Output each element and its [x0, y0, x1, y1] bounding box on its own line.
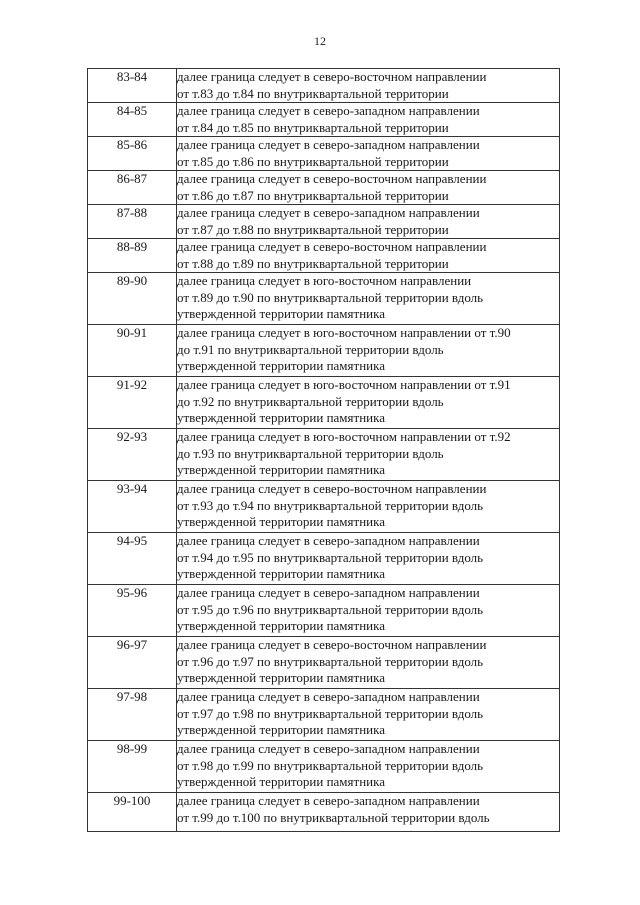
description-line: от т.94 до т.95 по внутриквартальной территории вдоль: [177, 549, 484, 565]
description-cell: [177, 793, 560, 832]
description-cell: [177, 481, 560, 533]
description-line: утвержденной территории памятника: [177, 618, 385, 633]
table-row: [88, 69, 560, 103]
description-cell: [177, 325, 560, 377]
segment-cell: 92-93: [88, 429, 177, 481]
description-cell: [177, 171, 560, 205]
description-line: от т.86 до т.87 по внутриквартальной территории: [177, 187, 449, 203]
segment-cell: 88-89: [88, 239, 177, 273]
description-cell: [177, 741, 560, 793]
description-cell: [177, 377, 560, 429]
table-row: [88, 377, 560, 429]
description-line: далее граница следует в северо-восточном направлении: [177, 481, 487, 496]
segment-cell: 96-97: [88, 637, 177, 689]
description-line: далее граница следует в северо-западном направлении: [177, 533, 480, 548]
description-cell: [177, 689, 560, 741]
description-line: от т.85 до т.86 по внутриквартальной территории: [177, 153, 449, 169]
description-line: от т.89 до т.90 по внутриквартальной территории вдоль: [177, 289, 484, 305]
segment-cell: 83-84: [88, 69, 177, 103]
table-row: [88, 585, 560, 637]
description-line: далее граница следует в северо-западном направлении: [177, 137, 480, 152]
description-cell: [177, 239, 560, 273]
segment-cell: 95-96: [88, 585, 177, 637]
description-line: от т.83 до т.84 по внутриквартальной территории: [177, 85, 449, 101]
description-line: от т.95 до т.96 по внутриквартальной территории вдоль: [177, 601, 484, 617]
description-cell: [177, 637, 560, 689]
description-line: утвержденной территории памятника: [177, 774, 385, 789]
description-line: утвержденной территории памятника: [177, 410, 385, 425]
segment-cell: 94-95: [88, 533, 177, 585]
description-line: от т.84 до т.85 по внутриквартальной территории: [177, 119, 449, 135]
description-cell: [177, 273, 560, 325]
description-line: до т.92 по внутриквартальной территории вдоль: [177, 393, 444, 409]
page-number: 12: [314, 34, 326, 48]
segment-cell: 91-92: [88, 377, 177, 429]
description-line: далее граница следует в северо-восточном направлении: [177, 171, 487, 186]
description-cell: [177, 533, 560, 585]
description-cell: [177, 205, 560, 239]
segment-cell: 93-94: [88, 481, 177, 533]
table-row: [88, 637, 560, 689]
description-line: далее граница следует в северо-восточном направлении: [177, 637, 487, 652]
description-line: до т.93 по внутриквартальной территории вдоль: [177, 445, 444, 461]
description-cell: [177, 69, 560, 103]
table-row: [88, 273, 560, 325]
description-cell: [177, 429, 560, 481]
segment-cell: 90-91: [88, 325, 177, 377]
description-line: далее граница следует в северо-западном направлении: [177, 585, 480, 600]
table-row: [88, 325, 560, 377]
description-line: утвержденной территории памятника: [177, 670, 385, 685]
table-row: [88, 481, 560, 533]
description-line: от т.96 до т.97 по внутриквартальной территории вдоль: [177, 653, 484, 669]
description-line: далее граница следует в юго-восточном направлении от т.91: [177, 377, 511, 392]
description-line: далее граница следует в северо-западном направлении: [177, 689, 480, 704]
description-line: от т.93 до т.94 по внутриквартальной территории вдоль: [177, 497, 484, 513]
table-row: [88, 741, 560, 793]
description-line: далее граница следует в северо-западном направлении: [177, 103, 480, 118]
segment-cell: 98-99: [88, 741, 177, 793]
segment-cell: 84-85: [88, 103, 177, 137]
segment-cell: 89-90: [88, 273, 177, 325]
boundary-table: [87, 68, 560, 832]
description-line: от т.87 до т.88 по внутриквартальной территории: [177, 221, 449, 237]
table-row: [88, 689, 560, 741]
description-line: далее граница следует в юго-восточном направлении: [177, 273, 472, 288]
table-row: [88, 533, 560, 585]
table-row: [88, 239, 560, 273]
description-line: от т.99 до т.100 по внутриквартальной территории вдоль: [177, 809, 490, 825]
description-line: далее граница следует в северо-западном направлении: [177, 793, 480, 808]
description-line: далее граница следует в северо-восточном направлении: [177, 69, 487, 84]
boundary-table-body: [88, 69, 560, 832]
table-row: [88, 171, 560, 205]
segment-cell: 99-100: [88, 793, 177, 832]
description-line: далее граница следует в северо-западном направлении: [177, 741, 480, 756]
description-line: далее граница следует в юго-восточном направлении от т.90: [177, 325, 511, 340]
description-line: утвержденной территории памятника: [177, 306, 385, 321]
description-line: далее граница следует в юго-восточном направлении от т.92: [177, 429, 511, 444]
description-line: далее граница следует в северо-западном направлении: [177, 205, 480, 220]
description-cell: [177, 585, 560, 637]
description-cell: [177, 137, 560, 171]
description-line: до т.91 по внутриквартальной территории вдоль: [177, 341, 444, 357]
description-cell: [177, 103, 560, 137]
description-line: утвержденной территории памятника: [177, 462, 385, 477]
segment-cell: 85-86: [88, 137, 177, 171]
segment-cell: 87-88: [88, 205, 177, 239]
table-row: [88, 137, 560, 171]
description-line: утвержденной территории памятника: [177, 566, 385, 581]
table-row: [88, 793, 560, 832]
description-line: утвержденной территории памятника: [177, 514, 385, 529]
table-row: [88, 103, 560, 137]
segment-cell: 97-98: [88, 689, 177, 741]
segment-cell: 86-87: [88, 171, 177, 205]
description-line: далее граница следует в северо-восточном направлении: [177, 239, 487, 254]
description-line: от т.88 до т.89 по внутриквартальной территории: [177, 255, 449, 271]
description-line: от т.98 до т.99 по внутриквартальной территории вдоль: [177, 757, 484, 773]
table-row: [88, 205, 560, 239]
table-row: [88, 429, 560, 481]
description-line: утвержденной территории памятника: [177, 358, 385, 373]
description-line: утвержденной территории памятника: [177, 722, 385, 737]
description-line: от т.97 до т.98 по внутриквартальной территории вдоль: [177, 705, 484, 721]
